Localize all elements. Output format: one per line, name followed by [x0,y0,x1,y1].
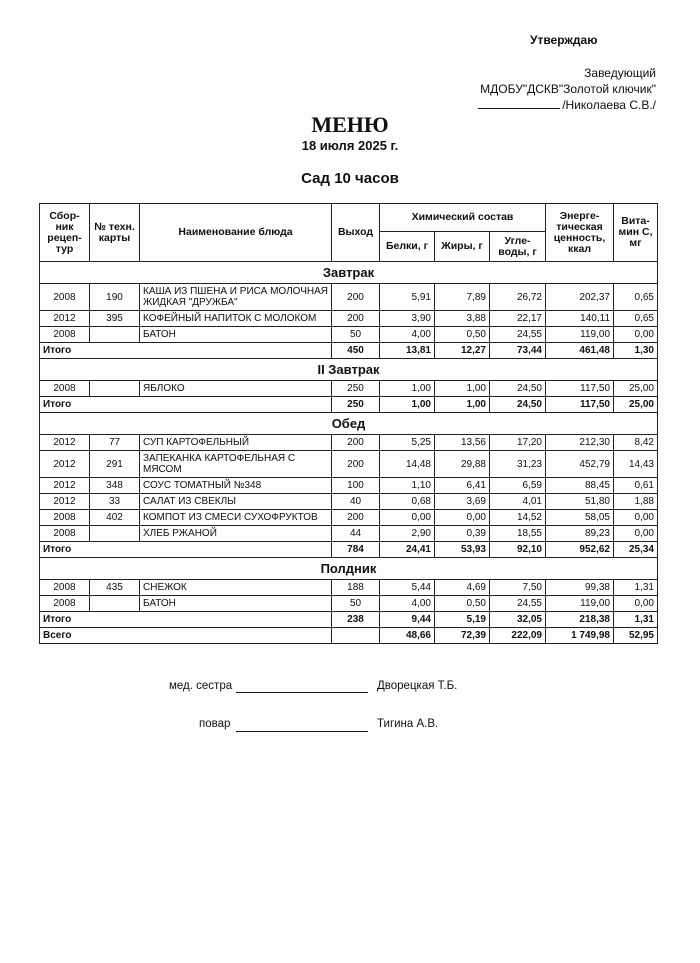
cell-collection: 2012 [40,478,90,494]
cell-energy: 88,45 [546,478,614,494]
header-carbs: Угле-воды, г [490,232,546,262]
cell-protein: 5,44 [380,580,435,596]
section-title: Обед [40,413,658,435]
cell-fat: 29,88 [435,451,490,478]
cell-carbs: 31,23 [490,451,546,478]
cell-vitamin: 0,61 [614,478,658,494]
cell-carbs: 18,55 [490,526,546,542]
section-title: Завтрак [40,262,658,284]
cell-card: 395 [90,311,140,327]
cell-protein: 2,90 [380,526,435,542]
total-label: Итого [40,542,332,558]
cell-output: 200 [332,284,380,311]
nurse-signature-line [236,692,368,693]
total-output: 450 [332,343,380,359]
cell-protein: 3,90 [380,311,435,327]
grand-total-label: Всего [40,628,332,644]
cell-card: 77 [90,435,140,451]
cell-carbs: 24,50 [490,381,546,397]
cell-fat: 13,56 [435,435,490,451]
header-chem: Химический состав [380,204,546,232]
cell-dish: ЗАПЕКАНКА КАРТОФЕЛЬНАЯ С МЯСОМ [140,451,332,478]
total-energy: 117,50 [546,397,614,413]
total-label: Итого [40,612,332,628]
cell-output: 50 [332,596,380,612]
total-vitamin: 25,34 [614,542,658,558]
grand-total-protein: 48,66 [380,628,435,644]
cell-collection: 2008 [40,327,90,343]
cell-vitamin: 0,00 [614,526,658,542]
cell-protein: 1,00 [380,381,435,397]
total-row [40,542,658,558]
cell-vitamin: 14,43 [614,451,658,478]
cell-energy: 117,50 [546,381,614,397]
cook-signature-line [236,731,368,732]
approver-position: Заведующий [584,66,656,80]
cell-card: 33 [90,494,140,510]
approver-signature [478,98,656,112]
table-row [40,596,658,612]
total-row [40,343,658,359]
total-protein: 24,41 [380,542,435,558]
cell-fat: 3,69 [435,494,490,510]
total-energy: 952,62 [546,542,614,558]
menu-body [40,262,658,644]
table-row [40,284,658,311]
cell-dish: КАША ИЗ ПШЕНА И РИСА МОЛОЧНАЯ ЖИДКАЯ "ДРУЖБА" [140,284,332,311]
section-title: Полдник [40,558,658,580]
cell-protein: 5,25 [380,435,435,451]
cell-card [90,596,140,612]
header-output: Выход [332,204,380,262]
table-row [40,526,658,542]
cell-vitamin: 0,00 [614,510,658,526]
total-energy: 218,38 [546,612,614,628]
total-vitamin: 25,00 [614,397,658,413]
total-protein: 13,81 [380,343,435,359]
cell-carbs: 24,55 [490,327,546,343]
page-title: МЕНЮ [311,112,389,137]
cell-collection: 2008 [40,596,90,612]
total-protein: 1,00 [380,397,435,413]
total-protein: 9,44 [380,612,435,628]
cell-output: 100 [332,478,380,494]
cell-protein: 4,00 [380,596,435,612]
cell-fat: 4,69 [435,580,490,596]
nurse-name: Дворецкая Т.Б. [377,680,458,692]
section-header [40,558,658,580]
cell-energy: 58,05 [546,510,614,526]
cell-protein: 1,10 [380,478,435,494]
cell-carbs: 24,55 [490,596,546,612]
cell-output: 200 [332,435,380,451]
cell-carbs: 6,59 [490,478,546,494]
cell-energy: 452,79 [546,451,614,478]
grand-total-energy: 1 749,98 [546,628,614,644]
cell-dish: СОУС ТОМАТНЫЙ №348 [140,478,332,494]
cell-energy: 119,00 [546,596,614,612]
cell-card: 190 [90,284,140,311]
total-label: Итого [40,343,332,359]
total-carbs: 92,10 [490,542,546,558]
cell-card: 435 [90,580,140,596]
approver-name: /Николаева С.В./ [562,98,656,112]
cell-collection: 2008 [40,510,90,526]
cell-vitamin: 0,65 [614,311,658,327]
cell-card: 291 [90,451,140,478]
section-header [40,413,658,435]
header-energy: Энерге-тическая ценность, ккал [546,204,614,262]
menu-subtitle: Сад 10 часов [301,170,399,187]
table-row [40,494,658,510]
cell-fat: 6,41 [435,478,490,494]
total-fat: 12,27 [435,343,490,359]
cell-collection: 2008 [40,381,90,397]
grand-total-carbs: 222,09 [490,628,546,644]
cell-output: 44 [332,526,380,542]
header-protein: Белки, г [380,232,435,262]
cell-energy: 212,30 [546,435,614,451]
table-row [40,435,658,451]
cell-protein: 0,68 [380,494,435,510]
cell-dish: ХЛЕБ РЖАНОЙ [140,526,332,542]
cell-output: 200 [332,451,380,478]
signature-line [478,98,560,109]
organization-name: МДОБУ"ДСКВ"Золотой ключик" [480,82,656,96]
grand-total-fat: 72,39 [435,628,490,644]
total-energy: 461,48 [546,343,614,359]
menu-date: 18 июля 2025 г. [301,138,399,153]
cell-fat: 0,00 [435,510,490,526]
cell-protein: 0,00 [380,510,435,526]
cell-output: 200 [332,510,380,526]
cell-energy: 140,11 [546,311,614,327]
cell-dish: СУП КАРТОФЕЛЬНЫЙ [140,435,332,451]
total-fat: 1,00 [435,397,490,413]
cell-dish: КОМПОТ ИЗ СМЕСИ СУХОФРУКТОВ [140,510,332,526]
cell-energy: 202,37 [546,284,614,311]
header-card: № техн. карты [90,204,140,262]
cook-role: повар [199,718,231,730]
cell-card: 402 [90,510,140,526]
cell-vitamin: 1,31 [614,580,658,596]
total-row [40,612,658,628]
total-fat: 53,93 [435,542,490,558]
cell-energy: 99,38 [546,580,614,596]
section-header [40,262,658,284]
cell-fat: 1,00 [435,381,490,397]
cell-collection: 2012 [40,311,90,327]
cell-carbs: 7,50 [490,580,546,596]
table-row [40,311,658,327]
cell-vitamin: 0,00 [614,327,658,343]
cell-output: 200 [332,311,380,327]
cell-fat: 0,50 [435,327,490,343]
cell-fat: 3,88 [435,311,490,327]
total-fat: 5,19 [435,612,490,628]
cell-collection: 2008 [40,580,90,596]
total-carbs: 73,44 [490,343,546,359]
cell-vitamin: 0,00 [614,596,658,612]
cell-dish: ЯБЛОКО [140,381,332,397]
cell-collection: 2012 [40,451,90,478]
cell-fat: 7,89 [435,284,490,311]
header-dish: Наименование блюда [140,204,332,262]
cell-collection: 2008 [40,526,90,542]
cell-card [90,381,140,397]
total-carbs: 24,50 [490,397,546,413]
table-row [40,478,658,494]
section-header [40,359,658,381]
table-row [40,580,658,596]
cell-carbs: 26,72 [490,284,546,311]
total-output: 784 [332,542,380,558]
total-carbs: 32,05 [490,612,546,628]
cell-carbs: 22,17 [490,311,546,327]
total-output: 238 [332,612,380,628]
cell-dish: БАТОН [140,596,332,612]
cell-collection: 2012 [40,494,90,510]
cell-collection: 2012 [40,435,90,451]
cell-collection: 2008 [40,284,90,311]
cell-energy: 89,23 [546,526,614,542]
cell-fat: 0,39 [435,526,490,542]
cell-output: 40 [332,494,380,510]
header-collection: Сбор-ник рецеп-тур [40,204,90,262]
grand-total-row [40,628,658,644]
cook-name: Тигина А.В. [377,718,439,730]
cell-protein: 5,91 [380,284,435,311]
cell-output: 188 [332,580,380,596]
total-vitamin: 1,30 [614,343,658,359]
cell-vitamin: 25,00 [614,381,658,397]
cell-dish: САЛАТ ИЗ СВЕКЛЫ [140,494,332,510]
cell-carbs: 4,01 [490,494,546,510]
total-label: Итого [40,397,332,413]
grand-total-vitamin: 52,95 [614,628,658,644]
cell-output: 50 [332,327,380,343]
cell-vitamin: 0,65 [614,284,658,311]
cell-vitamin: 8,42 [614,435,658,451]
total-output: 250 [332,397,380,413]
grand-total-output [332,628,380,644]
cell-protein: 14,48 [380,451,435,478]
table-row [40,381,658,397]
total-vitamin: 1,31 [614,612,658,628]
cell-carbs: 17,20 [490,435,546,451]
cell-vitamin: 1,88 [614,494,658,510]
approve-label: Утверждаю [530,33,598,47]
header-fat: Жиры, г [435,232,490,262]
section-title: II Завтрак [40,359,658,381]
cell-carbs: 14,52 [490,510,546,526]
cell-dish: СНЕЖОК [140,580,332,596]
cell-dish: КОФЕЙНЫЙ НАПИТОК С МОЛОКОМ [140,311,332,327]
cell-energy: 51,80 [546,494,614,510]
table-row [40,327,658,343]
cell-fat: 0,50 [435,596,490,612]
table-row [40,451,658,478]
header-vitamin: Вита-мин С, мг [614,204,658,262]
cell-card [90,327,140,343]
cell-card: 348 [90,478,140,494]
cell-dish: БАТОН [140,327,332,343]
nurse-role: мед. сестра [169,680,233,692]
cell-energy: 119,00 [546,327,614,343]
total-row [40,397,658,413]
menu-table [39,203,658,644]
table-row [40,510,658,526]
cell-protein: 4,00 [380,327,435,343]
cell-output: 250 [332,381,380,397]
cell-card [90,526,140,542]
